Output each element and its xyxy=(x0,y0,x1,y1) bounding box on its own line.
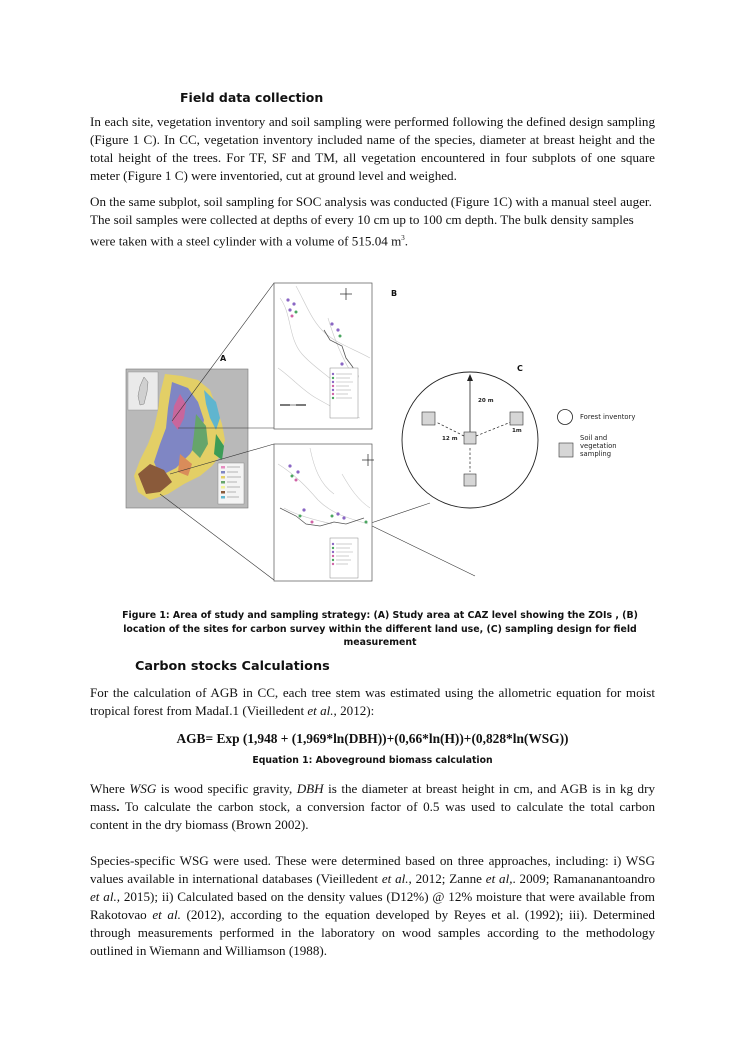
dimension-1m: 1m xyxy=(512,428,522,434)
equation-caption: Equation 1: Aboveground biomass calculation xyxy=(252,755,493,766)
panel-b-map-bottom xyxy=(274,444,374,581)
figure-graphic xyxy=(120,278,640,588)
paragraph-carbon-1: For the calculation of AGB in CC, each tree stem was estimated using the allometric equation for moist tropical forest from MadaI.1 (Vieilledent et al., 2012): xyxy=(90,685,655,718)
paragraph-field-data-1: In each site, vegetation inventory and soil sampling were performed following the defined design sampling (Figure 1 C). In CC, vegetation inventory included name of the species, diameter at breast height and the total height of the trees. For TF, SF and TM, all vegetation encountered in four subplots of one square meter (Figure 1 C) were inventoried, cut at ground level and weighed. xyxy=(90,114,655,183)
section-heading-field-data: Field data collection xyxy=(180,90,324,105)
paragraph-carbon-2: Where WSG is wood specific gravity, DBH is the diameter at breast height in cm, and AGB is in kg dry mass. To calculate the carbon stock, a conversion factor of 0.5 was used to calculate the total carbon content in the dry biomass (Brown 2002). xyxy=(90,781,655,832)
figure-1 xyxy=(120,278,640,588)
legend-forest-inventory: Forest inventory xyxy=(580,413,636,421)
panel-a-label: A xyxy=(220,354,227,363)
panel-b-label: B xyxy=(391,289,398,298)
panel-c-sampling-design xyxy=(402,372,573,508)
figure-caption: Figure 1: Area of study and sampling strategy: (A) Study area at CAZ level showing the ZOIs , (B) location of the sites for carbon survey within the different land use, (C) sampling design for field measurement xyxy=(122,610,638,648)
panel-a-map xyxy=(126,369,248,508)
dimension-20m: 20 m xyxy=(478,398,494,404)
legend-soil-vegetation: Soil and vegetation sampling xyxy=(580,434,617,458)
equation-agb: AGB= Exp (1,948 + (1,969*ln(DBH))+(0,66*ln(H))+(0,828*ln(WSG)) xyxy=(176,731,569,746)
section-heading-carbon-stocks: Carbon stocks Calculations xyxy=(135,659,330,674)
dimension-12m: 12 m xyxy=(442,436,458,442)
paragraph-field-data-2: On the same subplot, soil sampling for SOC analysis was conducted (Figure 1C) with a manual steel auger. The soil samples were collected at depths of every 10 cm up to 100 cm depth. The bulk density samples were taken with a steel cylinder with a volume of 515.04 $m^3$. xyxy=(90,194,652,249)
paragraph-carbon-3: Species-specific WSG were used. These were determined based on three approaches, including: i) WSG values available in international databases (Vieilledent et al., 2012; Zanne et al,. 2009; Ramananantoandro et al., 2015); ii) Calculated based on the density values (D12%) @ 12% moisture that were available from Rakotovao et al. (2012), according to the equation developed by Reyes et al. (1992); iii). Determined through measurements performed in the laboratory on wood samples according to the methodology outlined in Wiemann and Williamson (1988). xyxy=(90,853,655,958)
panel-c-label: C xyxy=(517,364,523,373)
panel-b-map-top xyxy=(274,283,372,429)
